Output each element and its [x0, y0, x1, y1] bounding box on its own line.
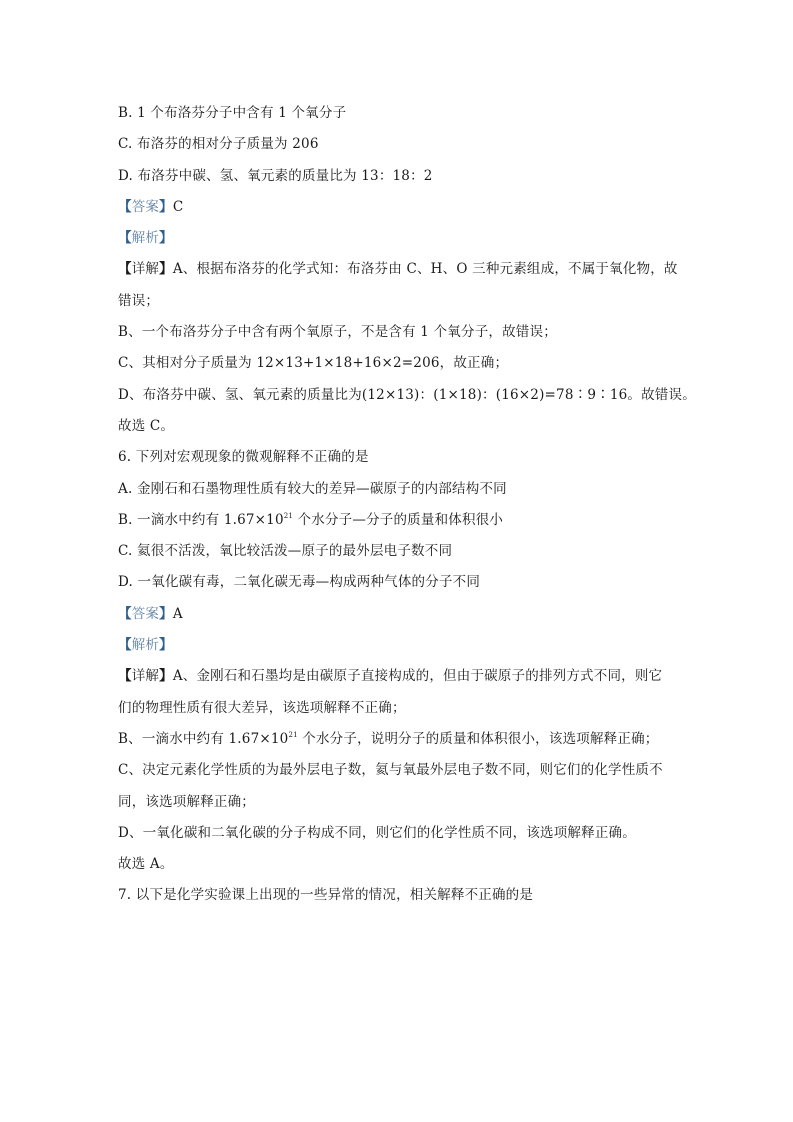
option-label: B.: [118, 511, 133, 528]
q5-detail-line: 【详解】A、根据布洛芬的化学式知：布洛芬由 C、H、O 三种元素组成，不属于氧化物，故: [118, 261, 678, 278]
option-label: D.: [118, 574, 134, 591]
q6-option-a: [118, 477, 688, 508]
q5-option-d: [118, 164, 688, 195]
q5-detail-line: 错误；: [118, 292, 160, 309]
answer-value: C: [172, 198, 184, 215]
exponent: 21: [288, 730, 298, 739]
analysis-tag: 解析: [131, 230, 160, 247]
q6-detail-line: 【详解】A、金刚石和石墨均是由碳原子直接构成的，但由于碳原子的排列方式不同，则它: [118, 668, 663, 685]
q5-conclusion: 故选 C。: [118, 417, 175, 434]
q5-detail-line: B、一个布洛芬分子中含有两个氧原子，不是含有 1 个氧分子，故错误；: [118, 324, 557, 341]
q6-analysis-heading: 【解析】: [118, 637, 173, 654]
q6-option-c: [118, 539, 688, 570]
q6-option-d: [118, 570, 688, 601]
q6-detail-line: D、一氧化碳和二氧化碳的分子构成不同，则它们的化学性质不同，该选项解释正确。: [118, 824, 636, 841]
option-text: 布洛芬的相对分子质量为 206: [137, 136, 319, 153]
q5-answer: 【答案】C: [118, 198, 184, 215]
q6-option-b: B. 一滴水中约有 $1.67\times 10^{21}$ 个水分子—分子的质量和体积很小: [118, 511, 504, 528]
q6-detail-line: 同，该选项解释正确；: [118, 793, 255, 810]
option-label: C.: [118, 136, 133, 153]
q5-analysis-heading: 【解析】: [118, 230, 173, 247]
exponent: 21: [283, 511, 294, 520]
document-page: [118, 101, 696, 915]
detail-tag: 详解: [131, 261, 160, 278]
q6-conclusion: 故选 A。: [118, 856, 174, 873]
option-label: B.: [118, 105, 133, 121]
q6-detail-line: 们的物理性质有很大差异，该选项解释不正确；: [118, 699, 406, 716]
answer-tag: 答案: [131, 605, 160, 622]
analysis-tag: 解析: [131, 637, 160, 654]
option-text: 布洛芬中碳、氢、氧元素的质量比为 13：18：2: [137, 167, 433, 184]
option-text: 金刚石和石墨物理性质有较大的差异—碳原子的内部结构不同: [136, 480, 507, 497]
answer-value: A: [172, 605, 183, 622]
q6-detail-line: C、决定元素化学性质的为最外层电子数，氦与氧最外层电子数不同，则它们的化学性质不: [118, 762, 663, 779]
option-label: D.: [118, 167, 134, 184]
option-text: 一氧化碳有毒，二氧化碳无毒—构成两种气体的分子不同: [137, 574, 481, 591]
q6-stem: 6. 下列对宏观现象的微观解释不正确的是: [118, 449, 369, 466]
q5-option-b: [118, 101, 688, 132]
option-label: C.: [118, 543, 133, 560]
q5-detail-line: D、布洛芬中碳、氢、氧元素的质量比为(12×13)：(1×18)：(16×2)=78∶9∶16。故错误。: [118, 386, 696, 403]
option-text: 1 个布洛芬分子中含有 1 个氧分子: [137, 105, 347, 121]
option-label: A.: [118, 480, 133, 497]
q6-answer: 【答案】A: [118, 605, 183, 622]
q5-option-c: [118, 132, 688, 163]
option-text: 氦很不活泼，氧比较活泼—原子的最外层电子数不同: [137, 543, 453, 560]
q5-detail-line: C、其相对分子质量为 12×13+1×18+16×2=206，故正确；: [118, 355, 509, 372]
answer-tag: 答案: [131, 198, 160, 215]
q6-detail-line: B、一滴水中约有 $1.67\times 10^{21}$ 个水分子，说明分子的质量和体积很小，该选项解释正确；: [118, 730, 659, 747]
detail-tag: 详解: [131, 668, 160, 685]
q7-stem: 7. 以下是化学实验课上出现的一些异常的情况，相关解释不正确的是: [118, 887, 534, 904]
